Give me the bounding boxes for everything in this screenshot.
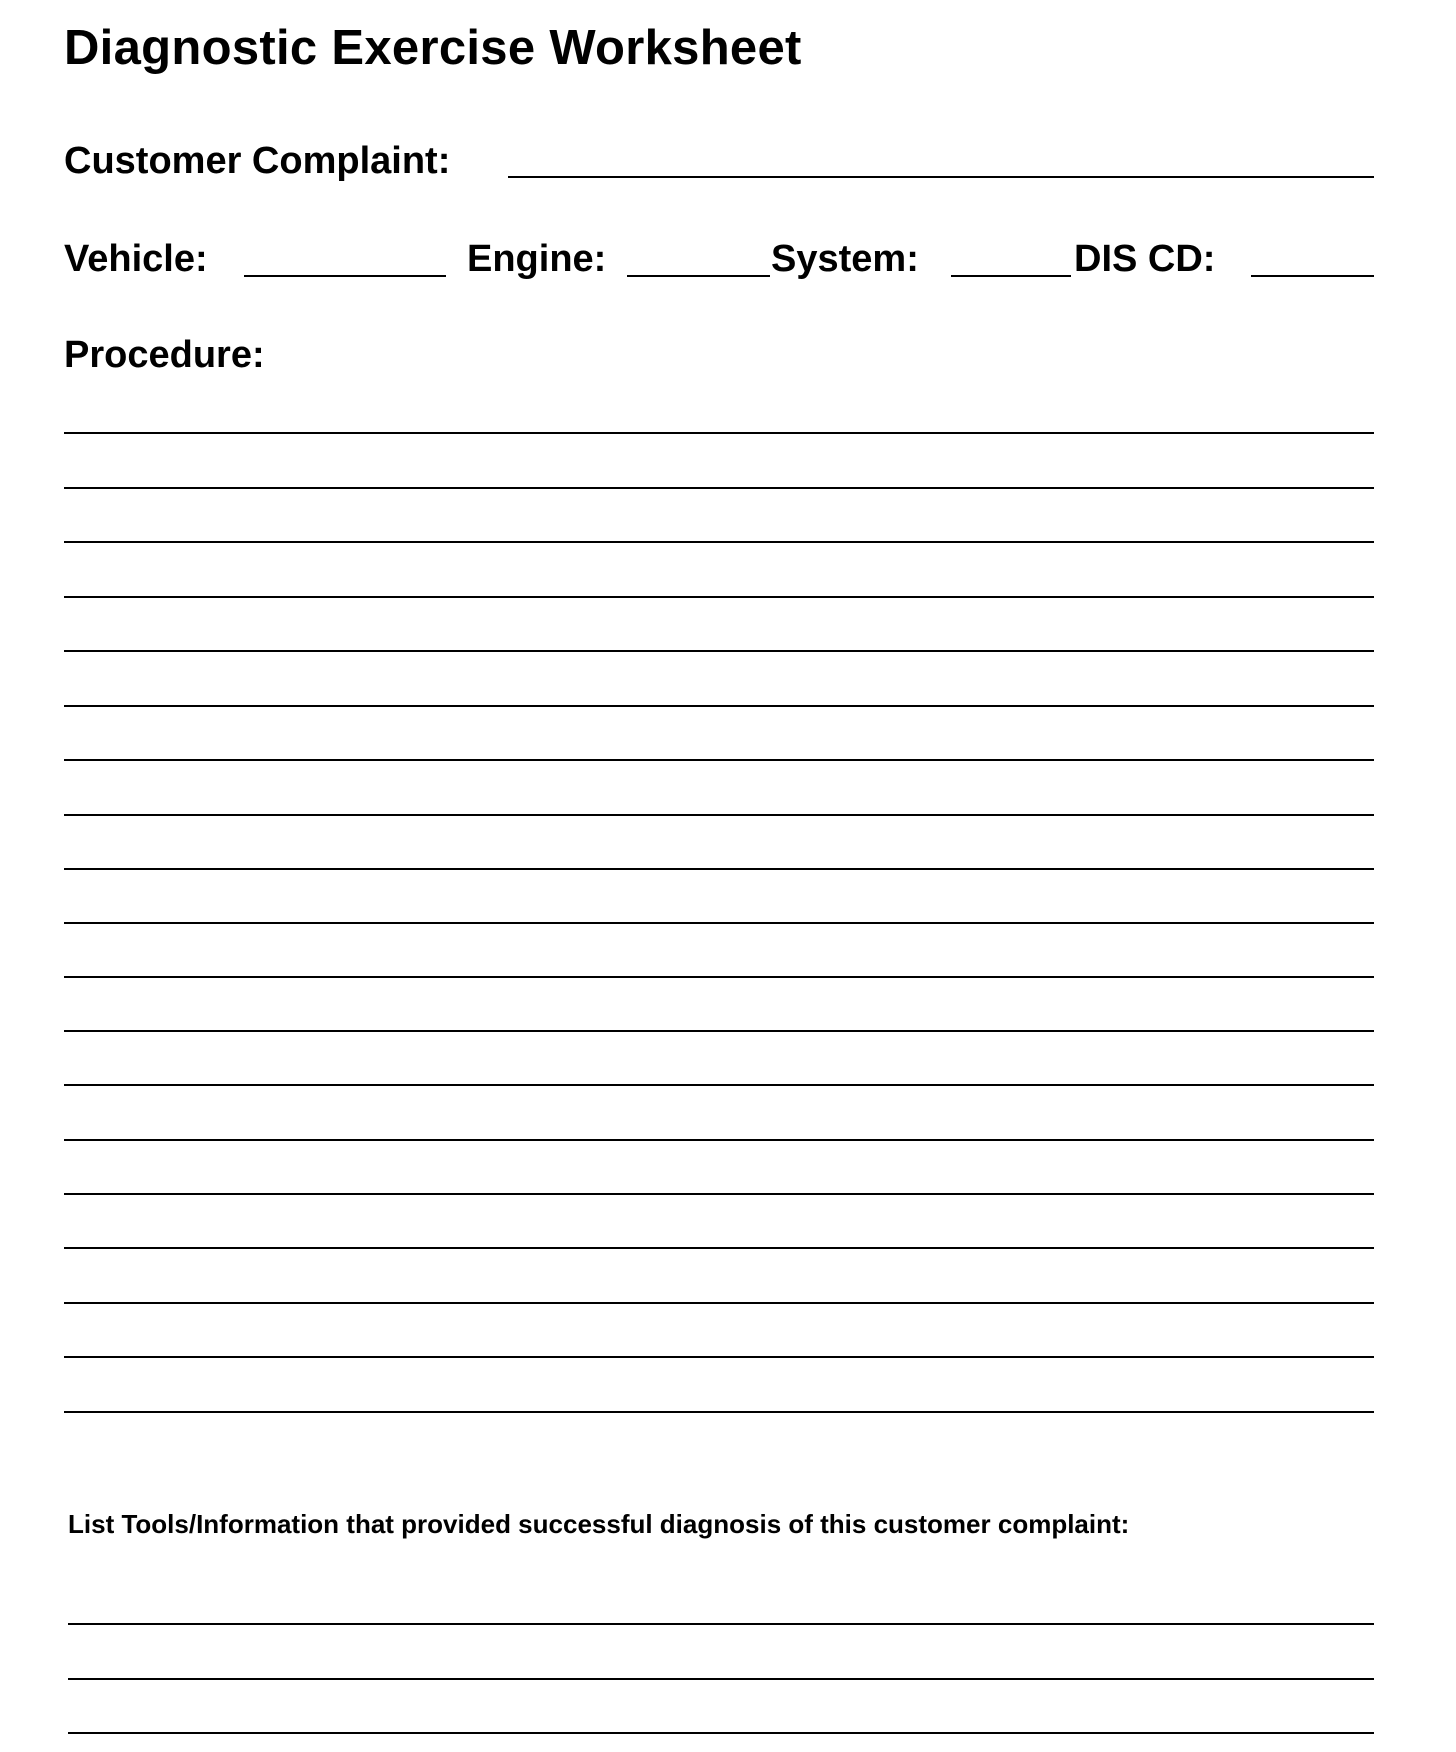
- dis-cd-field[interactable]: [1251, 275, 1374, 277]
- procedure-line[interactable]: [64, 868, 1374, 870]
- engine-field[interactable]: [627, 275, 770, 277]
- procedure-line[interactable]: [64, 814, 1374, 816]
- procedure-line[interactable]: [64, 1193, 1374, 1195]
- procedure-line[interactable]: [64, 650, 1374, 652]
- customer-complaint-label: Customer Complaint:: [64, 140, 451, 182]
- system-field[interactable]: [951, 275, 1071, 277]
- procedure-line[interactable]: [64, 759, 1374, 761]
- procedure-line[interactable]: [64, 1084, 1374, 1086]
- vehicle-field[interactable]: [244, 275, 446, 277]
- customer-complaint-field[interactable]: [508, 176, 1374, 178]
- tools-information-label: List Tools/Information that provided successful diagnosis of this customer complaint:: [68, 1509, 1130, 1539]
- procedure-line[interactable]: [64, 705, 1374, 707]
- tools-line[interactable]: [68, 1732, 1374, 1734]
- procedure-line[interactable]: [64, 1356, 1374, 1358]
- procedure-line[interactable]: [64, 541, 1374, 543]
- procedure-line[interactable]: [64, 922, 1374, 924]
- dis-cd-label: DIS CD:: [1074, 238, 1216, 280]
- procedure-label: Procedure:: [64, 334, 265, 376]
- procedure-line[interactable]: [64, 1139, 1374, 1141]
- engine-label: Engine:: [467, 238, 607, 280]
- procedure-line[interactable]: [64, 596, 1374, 598]
- procedure-line[interactable]: [64, 1247, 1374, 1249]
- procedure-line[interactable]: [64, 487, 1374, 489]
- vehicle-label: Vehicle:: [64, 238, 208, 280]
- procedure-line[interactable]: [64, 976, 1374, 978]
- procedure-line[interactable]: [64, 432, 1374, 434]
- tools-line[interactable]: [68, 1623, 1374, 1625]
- procedure-line[interactable]: [64, 1411, 1374, 1413]
- tools-line[interactable]: [68, 1678, 1374, 1680]
- page-title: Diagnostic Exercise Worksheet: [64, 21, 802, 75]
- system-label: System:: [771, 238, 919, 280]
- procedure-line[interactable]: [64, 1302, 1374, 1304]
- procedure-line[interactable]: [64, 1030, 1374, 1032]
